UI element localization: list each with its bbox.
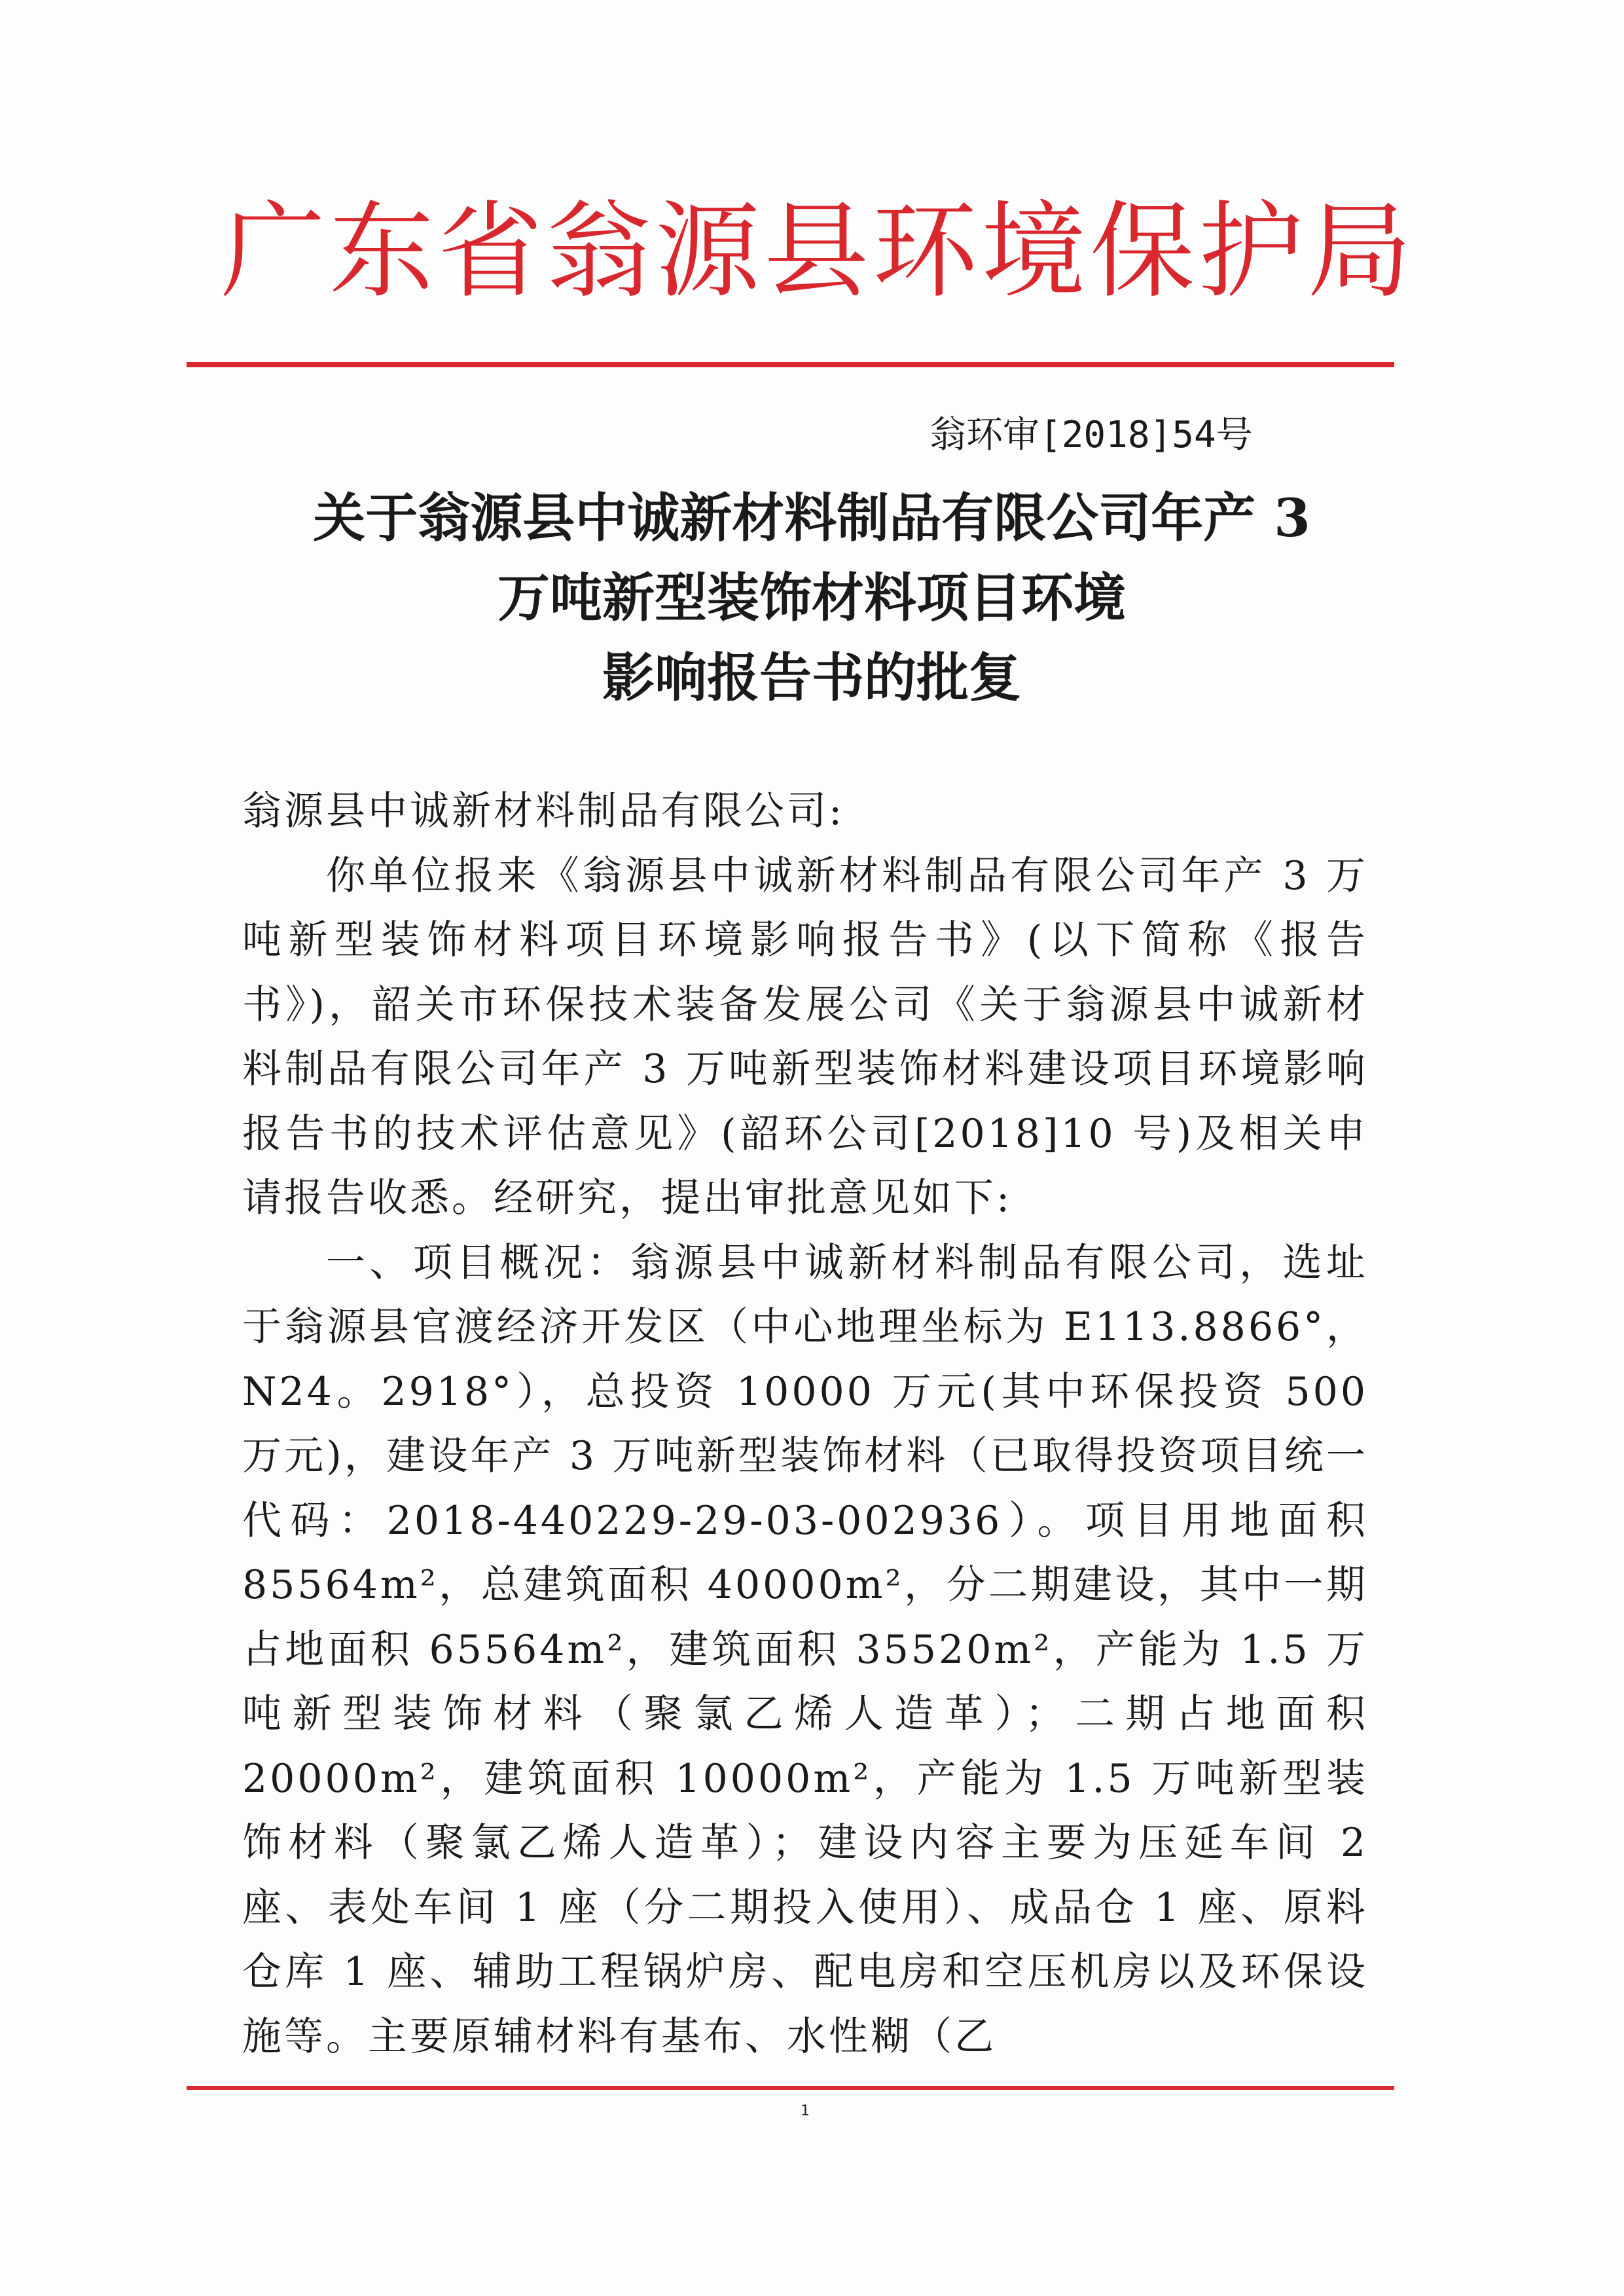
document-title: [223, 478, 1401, 718]
salutation: 翁源县中诚新材料制品有限公司:: [242, 788, 845, 834]
footer-red-rule: [187, 2086, 1394, 2090]
page-number: 1: [801, 2103, 810, 2119]
agency-name: 广东省翁源县环境保护局: [221, 190, 1416, 312]
document-number: 翁环审[2018]54号: [929, 414, 1253, 456]
header-red-rule: [187, 362, 1394, 367]
title-line-2: 万吨新型装饰材料项目环境: [497, 567, 1126, 629]
paragraph-project-overview: 一、项目概况：翁源县中诚新材料制品有限公司，选址于翁源县官渡经济开发区（中心地理坐标为 E113.8866°，N24。2918°），总投资 10000 万元(其中环保投资 500 万元)，建设年产 3 万吨新型装饰材料（已取得投资项目统一代码：2018-440229-29-03-002936）。项目用地面积 85564m²，总建筑面积 40000m²，分二期建设，其中一期占地面积 65564m²，建筑面积 35520m²，产能为 1.5 万吨新型装饰材料（聚氯乙烯人造革）；二期占地面积 20000m²，建筑面积 10000m²，产能为 1.5 万吨新型装饰材料（聚氯乙烯人造革）；建设内容主要为压延车间 2 座、表处车间 1 座（分二期投入使用）、成品仓 1 座、原料仓库 1 座、辅助工程锅炉房、配电房和空压机房以及环保设施等。主要原辅材料有基布、水性糊（乙: [242, 1239, 1368, 2060]
paragraph-intro: 你单位报来《翁源县中诚新材料制品有限公司年产 3 万吨新型装饰材料项目环境影响报告书》(以下简称《报告书》)，韶关市环保技术装备发展公司《关于翁源县中诚新材料制品有限公司年产 3 万吨新型装饰材料建设项目环境影响报告书的技术评估意见》(韶环公司[2018]10 号)及相关申请报告收悉。经研究，提出审批意见如下:: [242, 852, 1368, 1221]
document-body: [242, 779, 1368, 2069]
title-line-1: 关于翁源县中诚新材料制品有限公司年产 3: [313, 487, 1310, 549]
title-line-3: 影响报告书的批复: [602, 647, 1021, 708]
